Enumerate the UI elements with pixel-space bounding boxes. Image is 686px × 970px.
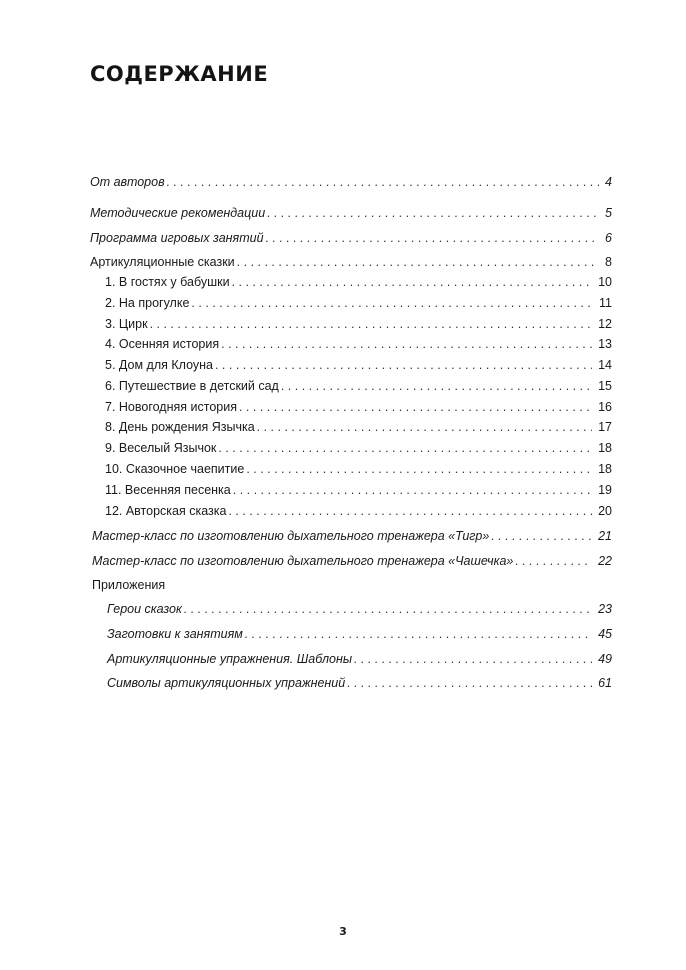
toc-entry-label: 6. Путешествие в детский сад	[105, 379, 279, 393]
toc-subentry-appendix[interactable]	[107, 625, 612, 643]
toc-subentry[interactable]	[105, 315, 612, 333]
toc-entry-page: 20	[598, 504, 612, 518]
dot-leader	[281, 377, 592, 395]
toc-entry-label: Мастер-класс по изготовлению дыхательного тренажера «Чашечка»	[92, 554, 514, 568]
dot-leader	[150, 315, 593, 333]
dot-leader	[267, 204, 599, 222]
dot-leader	[491, 527, 592, 545]
toc-entry-page: 6	[605, 231, 612, 245]
dot-leader	[191, 294, 593, 312]
dot-leader	[354, 650, 592, 668]
toc-entry-page: 23	[598, 602, 612, 616]
toc-entry-page: 22	[598, 554, 612, 568]
toc-entry-page: 21	[598, 529, 612, 543]
toc-entry-articulation-tales[interactable]	[90, 253, 612, 271]
dot-leader	[237, 253, 599, 271]
toc-entry-label: 8. День рождения Язычка	[105, 420, 255, 434]
toc-entry-page: 11	[599, 296, 612, 310]
toc-entry-label: 10. Сказочное чаепитие	[105, 462, 245, 476]
toc-entry-label: 9. Веселый Язычок	[105, 441, 217, 455]
toc-subentry[interactable]	[105, 273, 612, 291]
toc-subentry-appendix[interactable]	[107, 600, 612, 618]
toc-subentry[interactable]	[105, 481, 612, 499]
dot-leader	[266, 229, 599, 247]
dot-leader	[221, 335, 592, 353]
toc-entry-label: 4. Осенняя история	[105, 337, 220, 351]
toc-entry-page: 16	[598, 400, 612, 414]
toc-entry-masterclass-cup[interactable]	[92, 552, 612, 570]
toc-entry-label: 3. Цирк	[105, 317, 148, 331]
dot-leader	[167, 173, 599, 191]
toc-entry-page: 17	[598, 420, 612, 434]
toc-entry-masterclass-tiger[interactable]	[92, 527, 612, 545]
toc-subentry[interactable]	[105, 294, 612, 312]
toc-entry-label: 2. На прогулке	[105, 296, 190, 310]
toc-entry-page: 15	[598, 379, 612, 393]
toc-entry-label: Герои сказок	[107, 602, 182, 616]
toc-entry-label: Артикуляционные сказки	[90, 255, 235, 269]
toc-subentry[interactable]	[105, 439, 612, 457]
toc-entry-page: 18	[598, 441, 612, 455]
toc-entry-from-authors[interactable]	[90, 173, 612, 191]
toc-subentry[interactable]	[105, 356, 612, 374]
toc-entry-page: 19	[598, 483, 612, 497]
toc-entry-label: Артикуляционные упражнения. Шаблоны	[107, 652, 353, 666]
toc-entry-label: 1. В гостях у бабушки	[105, 275, 230, 289]
toc-entry-label: Символы артикуляционных упражнений	[107, 676, 346, 690]
toc-subentry[interactable]	[105, 418, 612, 436]
dot-leader	[184, 600, 592, 618]
toc-subentry[interactable]	[105, 335, 612, 353]
toc-entry-game-program[interactable]	[90, 229, 612, 247]
dot-leader	[228, 502, 592, 520]
toc-entry-page: 8	[605, 255, 612, 269]
toc-subentry-appendix[interactable]	[107, 674, 612, 692]
toc-entry-page: 4	[605, 175, 612, 189]
toc-entry-page: 10	[598, 275, 612, 289]
toc-subentry[interactable]	[105, 377, 612, 395]
dot-leader	[246, 460, 592, 478]
toc-entry-label: 12. Авторская сказка	[105, 504, 227, 518]
toc-entry-label: От авторов	[90, 175, 165, 189]
page-number: 3	[339, 925, 347, 938]
toc-entry-page: 61	[598, 676, 612, 690]
dot-leader	[218, 439, 592, 457]
dot-leader	[232, 273, 593, 291]
toc-subentry[interactable]	[105, 398, 612, 416]
dot-leader	[257, 418, 592, 436]
dot-leader	[215, 356, 592, 374]
dot-leader	[347, 674, 592, 692]
toc-entry-label: Программа игровых занятий	[90, 231, 264, 245]
toc-subentry-appendix[interactable]	[107, 650, 612, 668]
toc-entry-label: Методические рекомендации	[90, 206, 266, 220]
toc-subentry[interactable]	[105, 502, 612, 520]
toc-entry-page: 14	[598, 358, 612, 372]
toc-entry-page: 49	[598, 652, 612, 666]
toc-entry-label: 11. Весенняя песенка	[105, 483, 231, 497]
page-title: СОДЕРЖАНИЕ	[90, 62, 269, 86]
dot-leader	[233, 481, 592, 499]
dot-leader	[245, 625, 592, 643]
dot-leader	[515, 552, 592, 570]
toc-entry-method-recommendations[interactable]	[90, 204, 612, 222]
toc-entry-label: Мастер-класс по изготовлению дыхательного тренажера «Тигр»	[92, 529, 490, 543]
toc-entry-label: 7. Новогодняя история	[105, 400, 237, 414]
toc-entry-page: 5	[605, 206, 612, 220]
toc-entry-label: 5. Дом для Клоуна	[105, 358, 213, 372]
toc-entry-page: 13	[598, 337, 612, 351]
dot-leader	[239, 398, 592, 416]
toc-entry-label: Заготовки к занятиям	[107, 627, 243, 641]
toc-entry-page: 18	[598, 462, 612, 476]
appendix-heading: Приложения	[92, 578, 166, 592]
toc-entry-page: 45	[598, 627, 612, 641]
toc-entry-page: 12	[598, 317, 612, 331]
toc-subentry[interactable]	[105, 460, 612, 478]
